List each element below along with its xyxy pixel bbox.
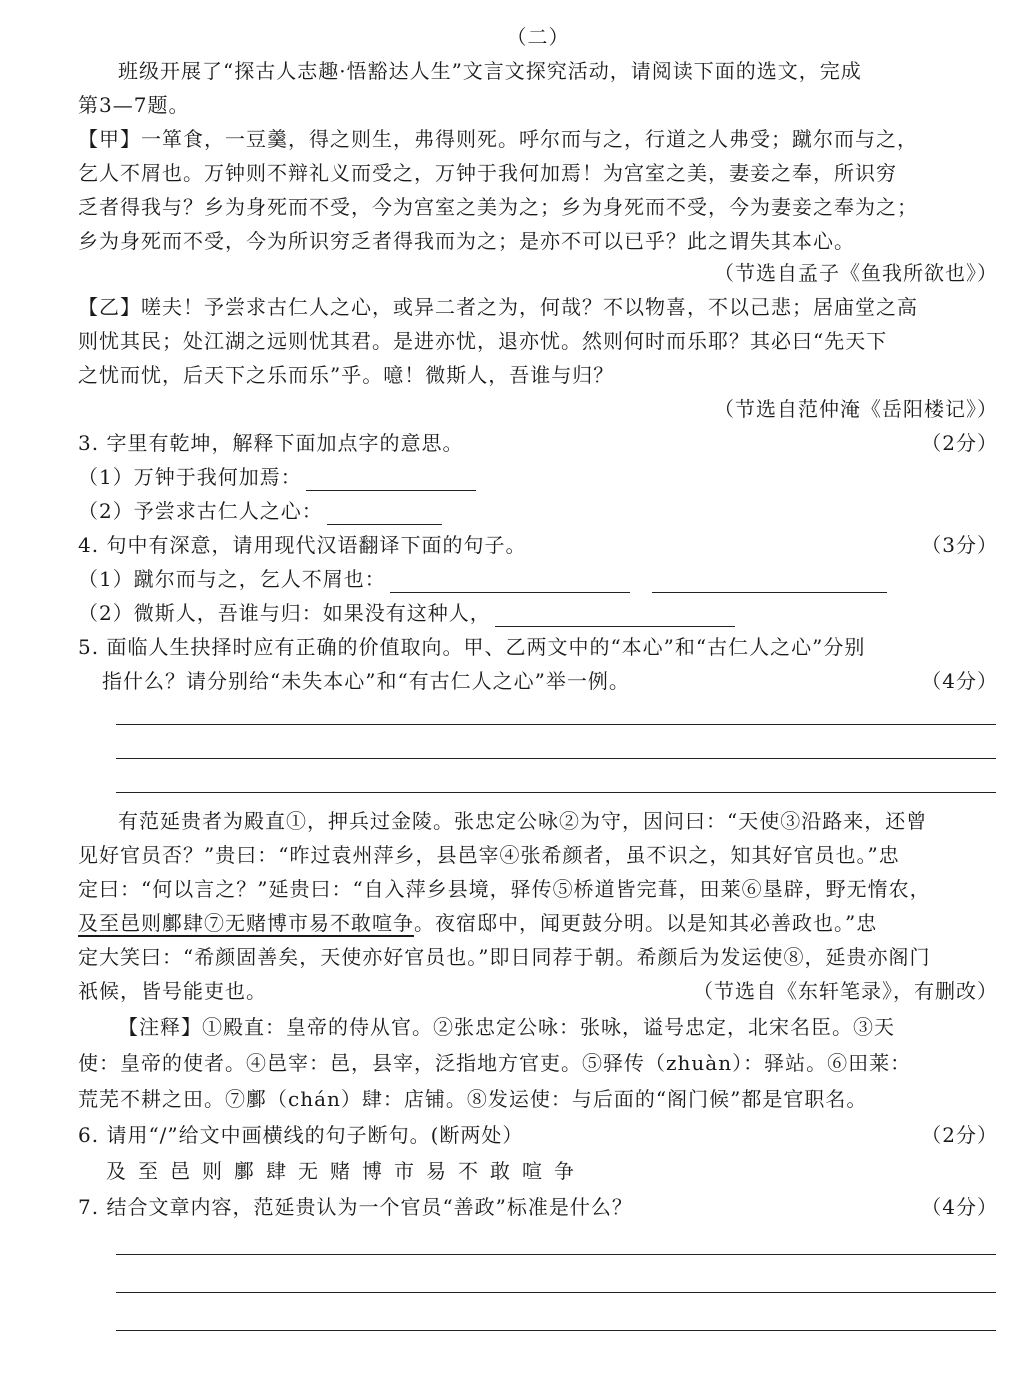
source-bing: （节选自《东轩笔录》，有删改） [693, 979, 998, 1003]
passage-bing-line-4-rest: 。夜宿邸中，闻更鼓分明。以是知其必善政也。”忠 [414, 911, 878, 935]
q5-line-1: 5. 面临人生抉择时应有正确的价值取向。甲、乙两文中的“本心”和“古仁人之心”分别 [78, 635, 866, 659]
q4-item-1 [78, 562, 998, 596]
passage-yi-line-1: 【乙】嗟夫！予尝求古仁人之心，或异二者之为，何哉？不以物喜，不以己悲；居庙堂之高 [78, 295, 918, 319]
q4-item-1-answer-blank-b[interactable] [652, 568, 887, 593]
q3-item-1-text: （1）万钟于我何加焉： [78, 465, 302, 489]
q7-stem [78, 1190, 998, 1224]
q3-stem [78, 426, 998, 460]
q7-answer-line-1[interactable] [116, 1254, 996, 1255]
q5-line-2-text: 指什么？请分别给“未失本心”和“有古仁人之心”举一例。 [102, 669, 630, 693]
q3-score: （2分） [921, 431, 998, 455]
q4-item-1-answer-blank-a[interactable] [390, 568, 630, 593]
underlined-sentence: 及至邑则鄽肆⑦无赌博市易不敢喧争 [78, 911, 414, 935]
q6-stem [78, 1118, 998, 1152]
q5-line-2 [102, 664, 998, 698]
q6-stem-text: 6. 请用“/”给文中画横线的句子断句。(断两处） [78, 1123, 524, 1147]
notes-line-1: 【注释】①殿直：皇帝的侍从官。②张忠定公咏：张咏，谥号忠定，北宋名臣。③天 [118, 1015, 895, 1039]
q5-answer-line-1[interactable] [116, 724, 996, 725]
passage-jia-line-4: 乡为身死而不受，今为所识穷乏者得我而为之；是亦不可以已乎？此之谓失其本心。 [78, 229, 855, 253]
q4-item-2 [78, 596, 998, 630]
q4-score: （3分） [921, 533, 998, 557]
q3-stem-text: 3. 字里有乾坤，解释下面加点字的意思。 [78, 431, 464, 455]
passage-bing-line-1: 有范延贵者为殿直①，押兵过金陵。张忠定公咏②为守，因问曰：“天使③沿路来，还曾 [118, 809, 928, 833]
q7-answer-line-3[interactable] [116, 1330, 996, 1331]
passage-yi-line-3: 之忧而忧，后天下之乐而乐”乎。噫！微斯人，吾谁与归？ [78, 363, 615, 387]
passage-bing-line-3: 定曰：“何以言之？”延贵曰：“自入萍乡县境，驿传⑤桥道皆完葺，田莱⑥垦辟，野无惰农， [78, 877, 931, 901]
passage-bing-line-5: 定大笑曰：“希颜固善矣，天使亦好官员也。”即日同荐于朝。希颜后为发运使⑧，延贵亦阁门 [78, 945, 931, 969]
q7-score: （4分） [921, 1195, 998, 1219]
intro-line-2: 第3—7题。 [78, 93, 190, 117]
intro-line-1: 班级开展了“探古人志趣·悟豁达人生”文言文探究活动，请阅读下面的选文，完成 [118, 59, 862, 83]
q3-item-1-answer-blank[interactable] [306, 466, 476, 491]
q3-item-2 [78, 494, 998, 528]
notes-line-3: 荒芜不耕之田。⑦鄽（chán）肆：店铺。⑧发运使：与后面的“阁门候”都是官职名。 [78, 1087, 868, 1111]
passage-bing-line-6 [78, 974, 998, 1008]
q3-item-1 [78, 460, 998, 494]
section-title: （二） [506, 25, 570, 49]
q4-item-2-answer-blank[interactable] [495, 602, 735, 627]
q4-stem [78, 528, 998, 562]
q4-stem-text: 4. 句中有深意，请用现代汉语翻译下面的句子。 [78, 533, 527, 557]
passage-bing-line-2: 见好官员否？”贵曰：“昨过袁州萍乡，县邑宰④张希颜者，虽不识之，知其好官员也。”忠 [78, 843, 900, 867]
passage-jia-line-3: 乏者得我与？乡为身死而不受，今为宫室之美为之；乡为身死而不受，今为妻妾之奉为之； [78, 195, 918, 219]
passage-jia-line-1: 【甲】一箪食，一豆羹，得之则生，弗得则死。呼尔而与之，行道之人弗受；蹴尔而与之， [78, 127, 918, 151]
q5-answer-line-2[interactable] [116, 758, 996, 759]
q5-score: （4分） [921, 669, 998, 693]
q3-item-2-answer-blank[interactable] [327, 500, 442, 525]
q6-sentence[interactable]: 及至邑则鄽肆无赌博市易不敢喧争 [106, 1159, 586, 1183]
q7-answer-line-2[interactable] [116, 1292, 996, 1293]
passage-bing-line-6-text: 祇候，皆号能吏也。 [78, 979, 267, 1003]
source-yi: （节选自范仲淹《岳阳楼记》） [714, 397, 998, 421]
q5-answer-line-3[interactable] [116, 792, 996, 793]
passage-jia-line-2: 乞人不屑也。万钟则不辩礼义而受之，万钟于我何加焉！为宫室之美，妻妾之奉，所识穷 [78, 161, 897, 185]
q4-item-1-text: （1）蹴尔而与之，乞人不屑也： [78, 567, 386, 591]
source-jia: （节选自孟子《鱼我所欲也》） [714, 261, 998, 285]
passage-bing-line-4 [78, 906, 998, 940]
q7-stem-text: 7. 结合文章内容，范延贵认为一个官员“善政”标准是什么？ [78, 1195, 633, 1219]
passage-yi-line-2: 则忧其民；处江湖之远则忧其君。是进亦忧，退亦忧。然则何时而乐耶？其必曰“先天下 [78, 329, 888, 353]
q4-item-2-text: （2）微斯人，吾谁与归：如果没有这种人， [78, 601, 491, 625]
q6-score: （2分） [921, 1123, 998, 1147]
notes-line-2: 使：皇帝的使者。④邑宰：邑，县宰，泛指地方官吏。⑤驿传（zhuàn）：驿站。⑥田莱： [78, 1051, 912, 1075]
q3-item-2-text: （2）予尝求古仁人之心： [78, 499, 323, 523]
